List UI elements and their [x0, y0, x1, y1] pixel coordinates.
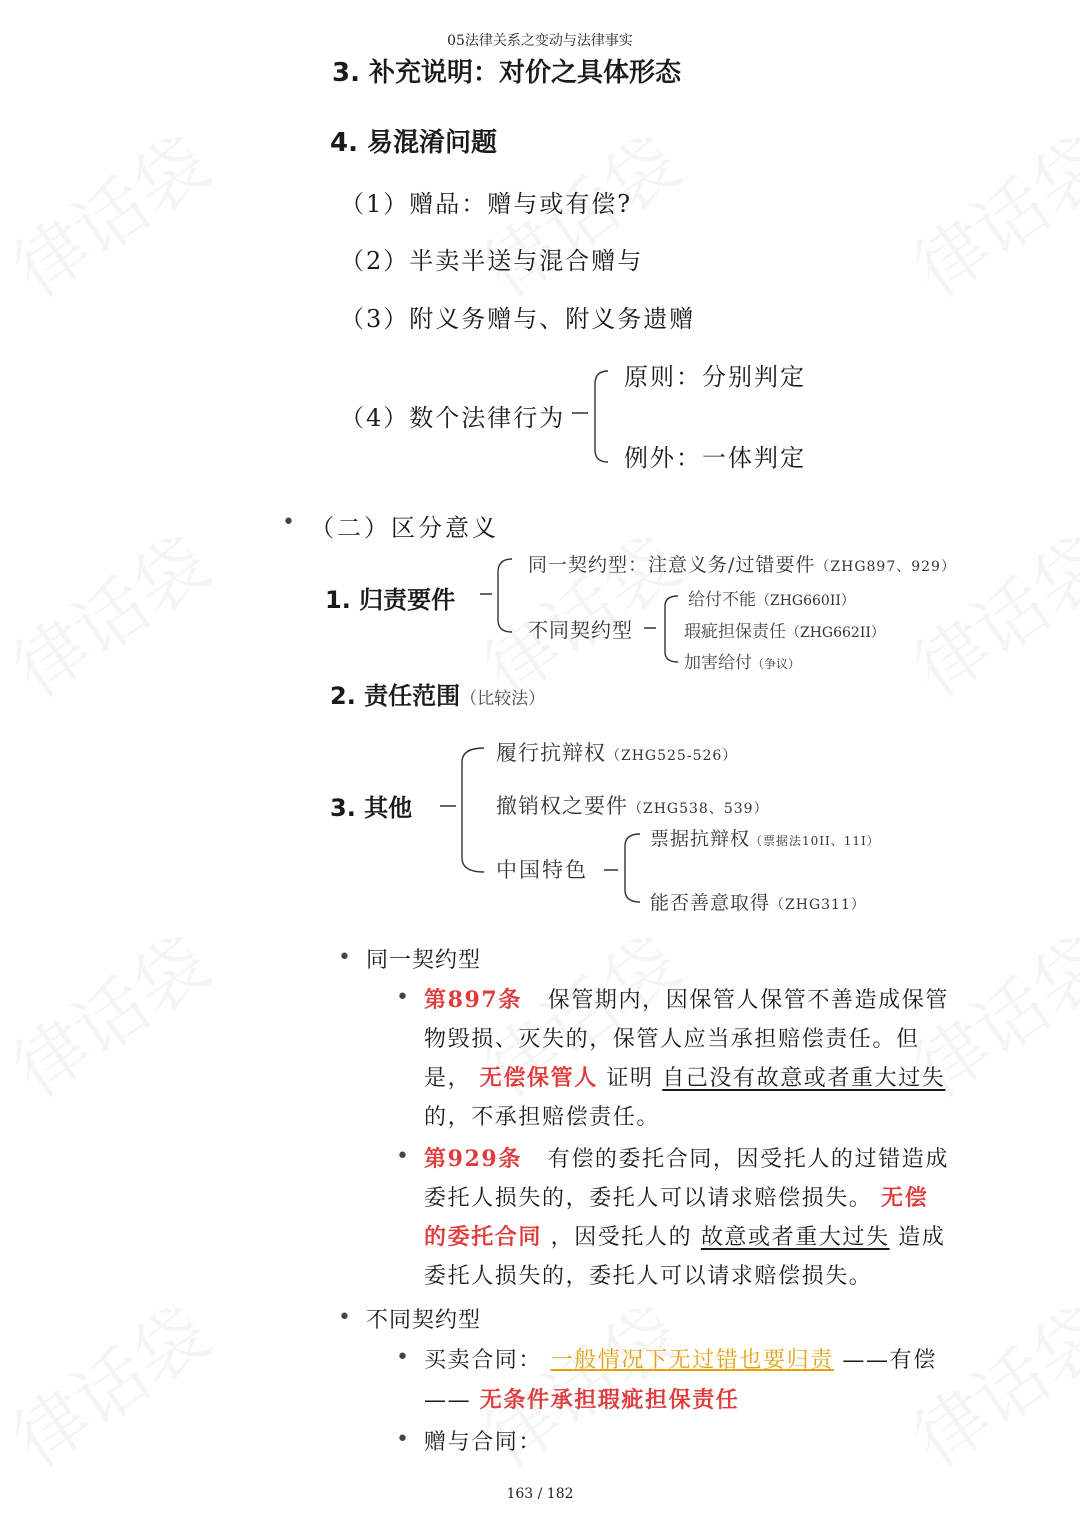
d1-diff: 不同契约型 — [528, 618, 633, 642]
diff-bracket — [644, 596, 678, 662]
q4-bracket — [572, 371, 608, 462]
d2-title: 2. 责任范围 — [330, 682, 461, 710]
d1-item-2-text: 瑕疵担保责任 — [684, 622, 786, 642]
d1-item-3-ref: （争议） — [752, 657, 801, 671]
question-4: （4）数个法律行为 — [340, 404, 566, 432]
q4-principle: 原则：分别判定 — [624, 363, 806, 391]
sale-highlight: 一般情况下无过错也要归责 — [550, 1348, 834, 1373]
gift-line: 赠与合同： — [424, 1430, 543, 1455]
d2 — [330, 676, 545, 711]
d1-title: 1. 归责要件 — [325, 586, 456, 614]
question-2: （2）半卖半送与混合赠与 — [340, 247, 644, 275]
page-number: 163 / 182 — [506, 1486, 574, 1502]
bullet-icon: • — [282, 510, 295, 535]
diff-type-heading: 不同契约型 — [366, 1308, 482, 1333]
article-929-underline: 故意或者重大过失 — [700, 1225, 890, 1250]
article-897-text-3a: 是， — [424, 1066, 472, 1091]
article-929-text-2a: 委托人损失的，委托人可以请求赔偿损失。 — [424, 1186, 873, 1211]
part-two-title: （二）区分意义 — [310, 514, 499, 542]
same-type-heading: 同一契约型 — [366, 948, 482, 973]
section-3-title: 3. 补充说明：对价之具体形态 — [332, 58, 682, 88]
d1-item-1-text: 给付不能 — [688, 590, 756, 610]
d3-c2-ref: （ZHG311） — [770, 897, 866, 913]
bullet-icon: • — [396, 985, 409, 1010]
article-929-text-3a: ，因受托人的 — [550, 1225, 693, 1250]
d1-same — [528, 550, 956, 577]
d1-bracket — [480, 559, 512, 632]
article-897-line-4: 的，不承担赔偿责任。 — [424, 1105, 661, 1130]
d3-a-text: 履行抗辩权 — [496, 741, 606, 765]
d3-a-ref: （ZHG525-526） — [606, 748, 738, 764]
article-897-text-1: 保管期内，因保管人保管不善造成保管 — [547, 988, 949, 1013]
article-929-line-1 — [424, 1142, 949, 1173]
d3-title: 3. 其他 — [330, 794, 413, 822]
article-929-number: 第929条 — [424, 1146, 522, 1172]
d3-c1-ref: （票据法10II、11I） — [750, 834, 880, 848]
d1-item-2 — [684, 617, 885, 642]
d2-note: （比较法） — [460, 689, 546, 709]
article-929-text-1: 有偿的委托合同，因受托人的过错造成 — [547, 1147, 949, 1172]
d1-item-1-ref: （ZHG660II） — [756, 593, 855, 609]
d1-item-3 — [684, 648, 800, 673]
bullet-icon: • — [338, 945, 351, 970]
page-header: 05法律关系之变动与法律事实 — [447, 33, 633, 49]
bullet-icon: • — [396, 1144, 409, 1169]
d1-item-2-ref: （ZHG662II） — [786, 625, 885, 641]
d3-a — [496, 737, 737, 767]
article-929-line-2 — [424, 1181, 928, 1212]
bullet-icon: • — [338, 1305, 351, 1330]
d3-bracket — [440, 748, 484, 872]
q4-exception: 例外：一体判定 — [624, 444, 806, 472]
article-897-highlight: 无偿保管人 — [479, 1065, 598, 1091]
d1-item-1 — [688, 585, 855, 610]
article-929-highlight-2: 的委托合同 — [424, 1224, 543, 1250]
d3-c2 — [650, 888, 866, 915]
sale-paid: ——有偿 — [842, 1348, 937, 1373]
article-929-line-3 — [424, 1220, 945, 1251]
sale-line-2 — [424, 1383, 739, 1414]
sale-dash: —— — [424, 1388, 472, 1413]
d3-b-text: 撤销权之要件 — [496, 794, 628, 818]
d3-c1-text: 票据抗辩权 — [650, 828, 751, 850]
section-4-title: 4. 易混淆问题 — [330, 128, 498, 158]
question-3: （3）附义务赠与、附义务遗赠 — [340, 305, 696, 333]
sale-red: 无条件承担瑕疵担保责任 — [479, 1387, 740, 1413]
d1-same-ref: （ZHG897、929） — [815, 559, 956, 575]
d1-item-3-text: 加害给付 — [684, 653, 752, 673]
bullet-icon: • — [396, 1345, 409, 1370]
sale-line-1 — [424, 1343, 937, 1374]
article-929-highlight-1: 无偿 — [881, 1185, 929, 1211]
article-929-text-3b: 造成 — [898, 1225, 946, 1250]
d3-c: 中国特色 — [496, 858, 588, 882]
d3-b-ref: （ZHG538、539） — [628, 801, 769, 817]
bullet-icon: • — [396, 1427, 409, 1452]
question-1: （1）赠品：赠与或有偿? — [340, 190, 633, 218]
article-897-line-1 — [424, 983, 949, 1014]
c-bracket — [604, 834, 640, 902]
article-929-line-4: 委托人损失的，委托人可以请求赔偿损失。 — [424, 1264, 873, 1289]
sale-label: 买卖合同： — [424, 1348, 543, 1373]
article-897-number: 第897条 — [424, 987, 522, 1013]
d3-c1 — [650, 824, 880, 851]
article-897-line-3 — [424, 1061, 945, 1092]
d3-c2-text: 能否善意取得 — [650, 892, 771, 914]
d3-b — [496, 790, 769, 820]
article-897-line-2: 物毁损、灭失的，保管人应当承担赔偿责任。但 — [424, 1027, 920, 1052]
article-897-text-3b: 证明 — [606, 1066, 654, 1091]
article-897-underline: 自己没有故意或者重大过失 — [662, 1066, 946, 1091]
d1-same-text: 同一契约型：注意义务/过错要件 — [528, 554, 816, 576]
